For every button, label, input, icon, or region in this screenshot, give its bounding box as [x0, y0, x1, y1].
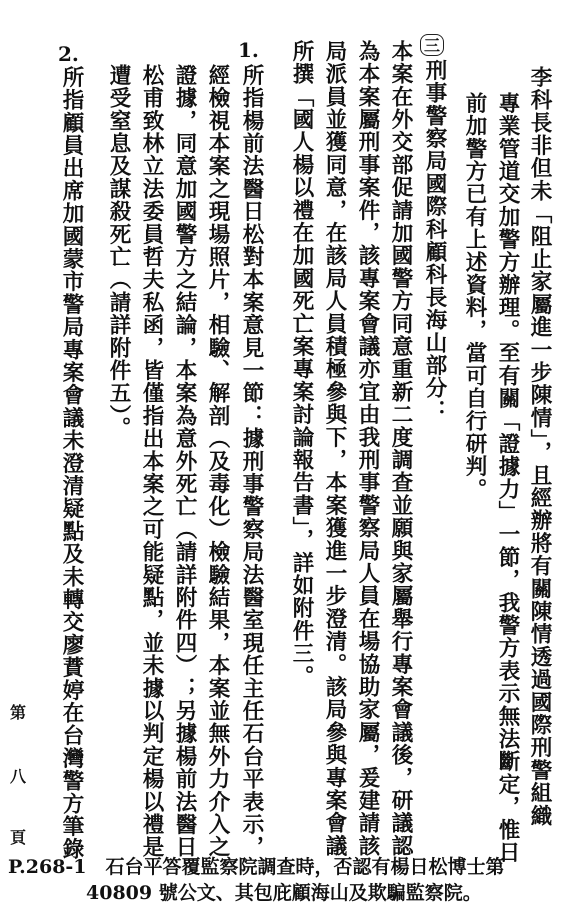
item-number: 1. — [238, 38, 259, 62]
text-column: 所撰「國人楊以禮在加國死亡案專案討論報告書」，詳如附件三。 — [289, 40, 314, 688]
page-marker-number: 八 — [10, 767, 27, 786]
text-column: 證據，同意加國警方之結論，本案為意外死亡（請詳附件四）；另據楊前法醫日 — [172, 64, 197, 859]
caption-line-2: 40809 號公文、其包庇顧海山及欺騙監察院。 — [86, 882, 482, 904]
section-marker: 三 — [420, 34, 444, 56]
text-column: 所指顧員出席加國蒙市警局專案會議未澄清疑點及未轉交廖蕡婷在台灣警方筆錄 — [59, 66, 84, 861]
section-heading: 刑事警察局國際科顧科長海山部分： — [422, 59, 447, 423]
text-column: 遭受窒息及謀殺死亡（請詳附件五）。 — [106, 64, 131, 440]
text-column: 為本案屬刑事案件，該專案會議亦宜由我刑事警察局人員在場協助家屬，爰建請該 — [355, 40, 380, 858]
text-column: 本案在外交部促請加國警方同意重新二度調查並願與家屬舉行專案會議後，研議認 — [388, 40, 413, 858]
page-marker-unit: 頁 — [10, 828, 27, 847]
text-column: 所指楊前法醫日松對本案意見一節：據刑事警察局法醫室現任主任石台平表示， — [239, 64, 264, 859]
text-column: 松甫致林立法委員哲夫私函，皆僅指出本案之可能疑點，並未據以判定楊以禮是 — [139, 64, 164, 859]
text-column: 經檢視本案之現場照片，相驗、解剖（及毒化）檢驗結果，本案並無外力介入之 — [205, 64, 230, 859]
item-number: 2. — [58, 42, 79, 66]
page-marker-ordinal: 第 — [10, 703, 27, 722]
text-column: 李科長非但未「阻止家屬進一步陳情」，且經辦將有關陳情透過國際刑警組織 — [527, 66, 552, 828]
text-column: 前加警方已有上述資料，當可自行研判。 — [462, 92, 487, 501]
text-column: 局派員並獲同意，在該局人員積極參與下，本案獲進一步澄清。該局參與專案會議 — [322, 40, 347, 858]
text-column: 專業管道交加警方辦理。至有關「證據力」一節，我警方表示無法斷定，惟日 — [495, 92, 520, 864]
caption-line-1: P.268-1 石台平答覆監察院調查時，否認有楊日松博士第 — [8, 856, 505, 878]
